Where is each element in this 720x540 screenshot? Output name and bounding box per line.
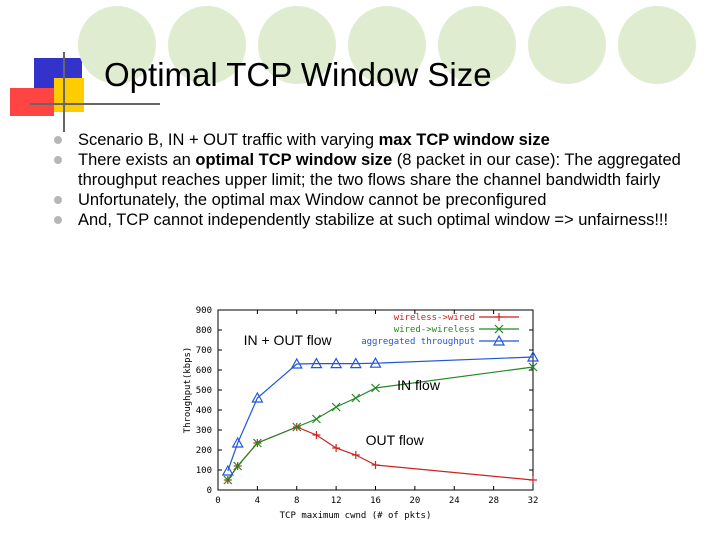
- decor-circle-7: [618, 6, 696, 84]
- decor-circle-6: [528, 6, 606, 84]
- y-tick-label: 200: [195, 446, 212, 456]
- bullet-dot-icon: [54, 136, 62, 144]
- x-tick-label: 28: [488, 496, 500, 506]
- bullet-text: Scenario B, IN + OUT traffic with varying: [78, 131, 379, 149]
- chart-annotation: IN flow: [397, 377, 440, 393]
- y-tick-label: 500: [195, 386, 212, 396]
- data-point: [529, 476, 537, 484]
- y-tick-label: 900: [195, 306, 212, 316]
- x-tick-label: 4: [254, 496, 261, 506]
- data-point: [352, 394, 360, 402]
- x-tick-label: 0: [215, 496, 221, 506]
- y-axis-label: Throughput(kbps): [183, 346, 193, 434]
- legend-label: wired->wireless: [393, 325, 475, 335]
- chart-annotation: OUT flow: [365, 432, 424, 448]
- data-point: [352, 451, 360, 459]
- bullet-list: [54, 130, 704, 230]
- throughput-chart: [178, 300, 558, 522]
- x-tick-label: 12: [330, 496, 342, 506]
- bullet-dot-icon: [54, 196, 62, 204]
- decor-vertical-line: [63, 52, 65, 132]
- bullet-text: Unfortunately, the optimal max Window cannot be preconfigured: [78, 191, 547, 209]
- y-tick-label: 100: [195, 466, 212, 476]
- bullet-dot-icon: [54, 216, 62, 224]
- decor-red-bar: [10, 88, 54, 116]
- bullet-item: [54, 150, 704, 190]
- x-tick-label: 24: [448, 496, 460, 506]
- bullet-item: [54, 190, 704, 210]
- series-line: [228, 357, 533, 471]
- decor-horizontal-line: [30, 103, 160, 105]
- x-tick-label: 32: [527, 496, 539, 506]
- x-tick-label: 20: [409, 496, 421, 506]
- decor-yellow-square: [54, 78, 84, 112]
- x-axis-label: TCP maximum cwnd (# of pkts): [279, 511, 432, 521]
- bullet-text: optimal TCP window size: [195, 151, 393, 169]
- bullet-item: [54, 130, 704, 150]
- bullet-item: [54, 210, 704, 230]
- y-tick-label: 800: [195, 326, 212, 336]
- y-tick-label: 700: [195, 346, 212, 356]
- data-point: [312, 415, 320, 423]
- legend-label: wireless->wired: [393, 313, 475, 323]
- data-point: [495, 313, 503, 321]
- data-point: [372, 461, 380, 469]
- bullet-text: There exists an: [78, 151, 196, 169]
- data-point: [332, 403, 340, 411]
- y-tick-label: 600: [195, 366, 212, 376]
- y-tick-label: 300: [195, 426, 212, 436]
- bullet-text: max TCP window size: [378, 131, 550, 149]
- bullet-dot-icon: [54, 156, 62, 164]
- x-tick-label: 16: [370, 496, 381, 506]
- y-tick-label: 400: [195, 406, 212, 416]
- data-point: [332, 444, 340, 452]
- data-point: [312, 431, 320, 439]
- bullet-text: (8 packet in our case): The aggregated throughput reaches upper limit; the two flows share the channel bandwidth fairly: [78, 151, 681, 189]
- bullet-text: And, TCP cannot independently stabilize at such optimal window => unfairness!!!: [78, 211, 669, 229]
- slide-title: Optimal TCP Window Size: [104, 56, 492, 93]
- legend-label: aggregated throughput: [361, 337, 475, 347]
- chart-annotation: IN + OUT flow: [243, 332, 332, 348]
- y-tick-label: 0: [206, 486, 212, 496]
- x-tick-label: 8: [294, 496, 300, 506]
